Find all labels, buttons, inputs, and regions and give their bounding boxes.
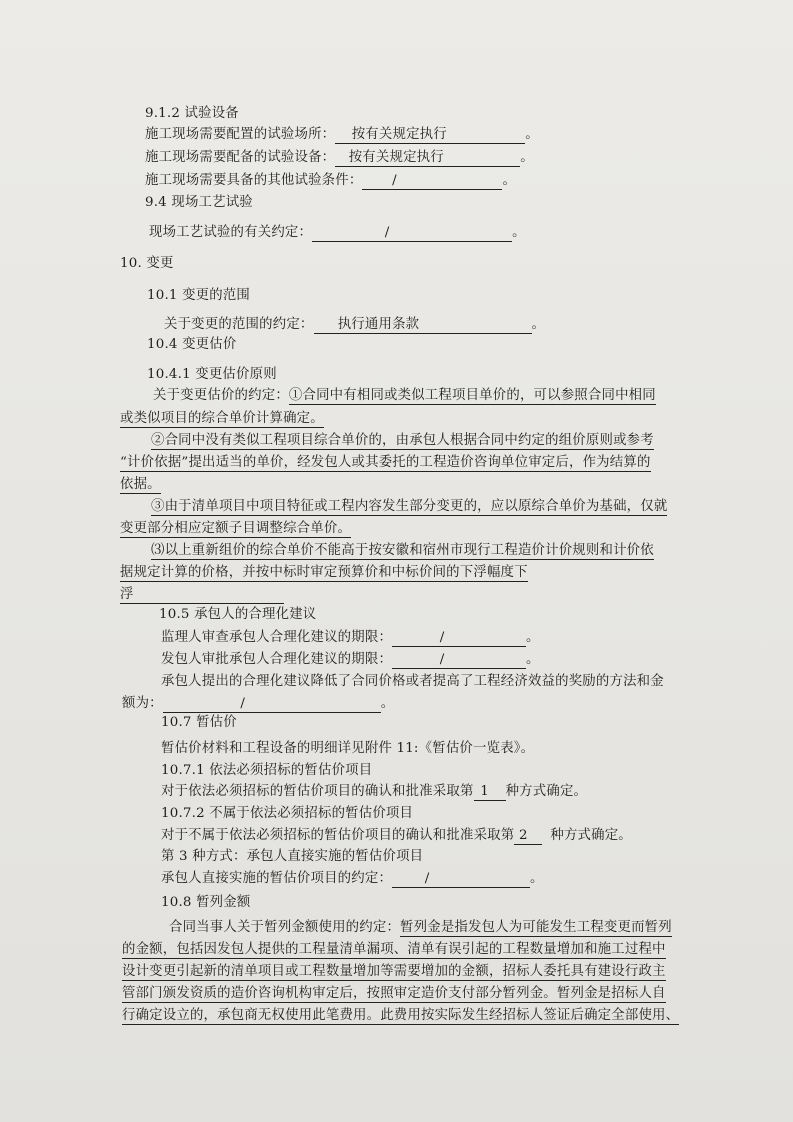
valuation-principle-4-end: 浮	[120, 586, 284, 604]
change-scope-label: 关于变更的范围的约定：	[164, 317, 314, 332]
valuation-principle-3-cont: 变更部分相应定额子目调整综合单价。	[120, 521, 352, 536]
employer-approval-label: 发包人审批承包人合理化建议的期限：	[161, 652, 393, 667]
valuation-intro-label: 关于变更估价的约定：	[153, 388, 289, 403]
non-tender-method-suffix: 种方式确定。	[550, 828, 632, 843]
section-10-7-heading: 10.7 暂估价	[161, 715, 237, 730]
section-10-7-1-heading: 10.7.1 依法必须招标的暂估价项目	[161, 763, 373, 778]
change-scope-row: 关于变更的范围的约定： 执行通用条款 。	[164, 317, 546, 332]
provisional-amount-line-4: 管部门颁发资质的造价咨询机构审定后，按照审定造价支付部分暂列金。暂列金是招标人自	[122, 986, 666, 1001]
section-10-heading: 10. 变更	[120, 256, 174, 271]
test-equipment-label: 施工现场需要配备的试验设备：	[145, 150, 336, 165]
section-9-1-2-heading: 9.1.2 试验设备	[145, 106, 239, 121]
valuation-principle-1: 关于变更估价的约定：①合同中有相同或类似工程项目单价的，可以参照合同中相同	[153, 388, 656, 403]
process-test-row: 现场工艺试验的有关约定： / 。	[149, 225, 526, 240]
employer-approval-field: /	[392, 651, 526, 669]
section-10-4-heading: 10.4 变更估价	[147, 337, 237, 352]
direct-implementation-row: 承包人直接实施的暂估价项目的约定： / 。	[161, 871, 544, 886]
section-10-5-heading: 10.5 承包人的合理化建议	[159, 607, 317, 622]
reward-row: 额为： / 。	[122, 696, 395, 711]
test-site-field: 按有关规定执行	[335, 126, 525, 144]
provisional-amount-line-3: 设计变更引起新的清单项目或工程数量增加等需要增加的金额，招标人委托具有建设行政主	[122, 964, 666, 979]
non-tender-method-field: 2	[514, 827, 542, 845]
other-conditions-field: /	[362, 172, 502, 190]
test-site-label: 施工现场需要配置的试验场所：	[145, 127, 336, 142]
other-conditions-label: 施工现场需要具备的其他试验条件：	[145, 173, 363, 188]
direct-implementation-field: /	[392, 870, 530, 888]
provisional-amount-label: 合同当事人关于暂列金额使用的约定：	[169, 920, 401, 935]
test-equipment-field: 按有关规定执行	[335, 149, 520, 167]
process-test-field: /	[312, 224, 512, 242]
non-tender-method-label: 对于不属于依法必须招标的暂估价项目的确认和批准采取第	[161, 828, 515, 843]
reward-label: 额为：	[122, 696, 163, 711]
valuation-principle-4-cont: 据规定计算的价格，并按中标时审定预算价和中标价间的下浮幅度下	[120, 565, 528, 580]
direct-implementation-label: 承包人直接实施的暂估价项目的约定：	[161, 871, 393, 886]
change-scope-field: 执行通用条款	[314, 316, 532, 334]
provisional-amount-row: 合同当事人关于暂列金额使用的约定：暂列金是指发包人为可能发生工程变更而暂列	[169, 920, 672, 935]
tender-method-suffix: 种方式确定。	[505, 784, 588, 799]
valuation-principle-1-cont: 或类似项目的综合单价计算确定。	[120, 411, 324, 426]
valuation-principle-2-cont: “计价依据”提出适当的单价，经发包人或其委托的工程造价咨询单位审定后，作为结算的	[120, 455, 651, 470]
valuation-principle-4: ⑶以上重新组价的综合单价不能高于按安徽和宿州市现行工程造价计价规则和计价依	[151, 543, 654, 558]
section-10-4-1-heading: 10.4.1 变更估价原则	[147, 367, 277, 382]
supervisor-review-row: 监理人审查承包人合理化建议的期限： / 。	[161, 630, 540, 645]
method-3-heading: 第 3 种方式：承包人直接实施的暂估价项目	[161, 849, 424, 864]
section-10-8-heading: 10.8 暂列金额	[161, 895, 251, 910]
section-9-4-heading: 9.4 现场工艺试验	[145, 195, 253, 210]
reward-text: 承包人提出的合理化建议降低了合同价格或者提高了工程经济效益的奖励的方法和金	[161, 674, 664, 689]
valuation-principle-2: ②合同中没有类似工程项目综合单价的，由承包人根据合同中约定的组价原则或参考	[151, 433, 654, 448]
provisional-amount-line-5: 行确定设立的，承包商无权使用此笔费用。此费用按实际发生经招标人签证后确定全部使用、	[122, 1008, 680, 1023]
section-10-1-heading: 10.1 变更的范围	[147, 288, 251, 303]
reward-field: /	[163, 695, 381, 713]
supervisor-review-field: /	[392, 629, 526, 647]
tender-method-field: 1	[474, 783, 506, 801]
process-test-label: 现场工艺试验的有关约定：	[149, 225, 313, 240]
provisional-sum-intro: 暂估价材料和工程设备的明细详见附件 11:《暂估价一览表》。	[161, 741, 535, 756]
valuation-principle-3: ③由于清单项目中项目特征或工程内容发生部分变更的，应以原综合单价为基础，仅就	[151, 499, 668, 514]
section-10-7-2-heading: 10.7.2 不属于依法必须招标的暂估价项目	[161, 806, 414, 821]
tender-method-row	[161, 782, 587, 802]
employer-approval-row: 发包人审批承包人合理化建议的期限： / 。	[161, 652, 540, 667]
supervisor-review-label: 监理人审查承包人合理化建议的期限：	[161, 630, 393, 645]
non-tender-method-row	[161, 826, 632, 846]
provisional-amount-line-2: 的金额，包括因发包人提供的工程量清单漏项、清单有误引起的工程数量增加和施工过程中	[122, 942, 666, 957]
other-conditions-row: 施工现场需要具备的其他试验条件： / 。	[145, 173, 517, 188]
valuation-principle-2-end: 依据。	[120, 477, 161, 492]
test-site-row: 施工现场需要配置的试验场所： 按有关规定执行 。	[145, 127, 539, 142]
test-equipment-row: 施工现场需要配备的试验设备： 按有关规定执行 。	[145, 150, 534, 165]
tender-method-label: 对于依法必须招标的暂估价项目的确认和批准采取第	[161, 784, 474, 799]
